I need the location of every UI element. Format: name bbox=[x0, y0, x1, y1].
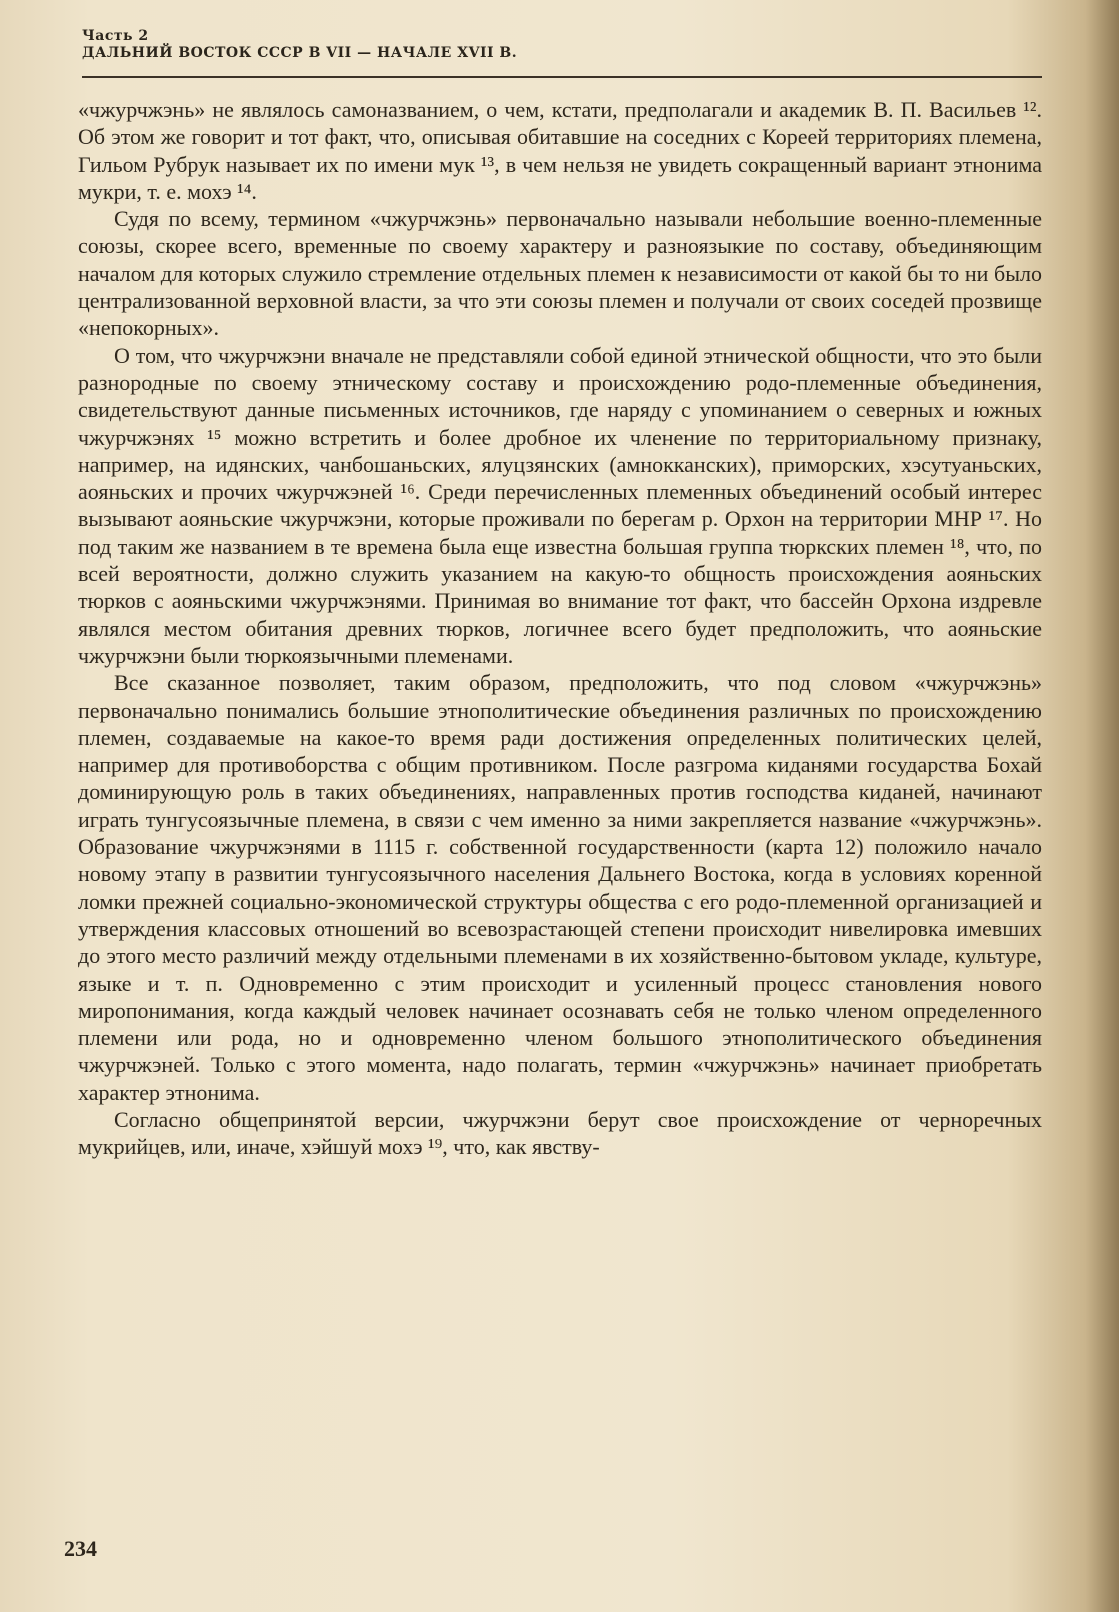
paragraph-4: Все сказанное позволяет, таким образом, предположить, что под словом «чжурчжэнь» первоначально понимались большие этнополитические объединения различных по происхождению племен, создаваемые на какое-то время ради достижения определенных политических целей, например для противоборства с общим противником. После разгрома киданями государства Бохай доминирующую роль в таких объединениях, направленных против господства киданей, начинают играть тунгусоязычные племена, в связи с чем именно за ними закрепляется название «чжурчжэнь». Образование чжурчжэнями в 1115 г. собственной государственности (карта 12) положило начало новому этапу в развитии тунгусоязычного населения Дальнего Востока, когда в условиях коренной ломки прежней социально-экономической структуры общества с его родо-племенной организацией и утверждения классовых отношений во всевозрастающей степени происходит нивелировка имевших до этого место различий между отдельными племенами в их хозяйственно-бытовом укладе, культуре, языке и т. п. Одновременно с этим происходит и усиленный процесс становления нового миропонимания, когда каждый человек начинает осознавать себя не только членом определенного племени или рода, но и одновременно членом большого этнополитического объединения чжурчжэней. Только с этого момента, надо полагать, термин «чжурчжэнь» начинает приобретать характер этнонима. bbox=[78, 670, 1042, 1105]
paragraph-5: Согласно общепринятой версии, чжурчжэни берут свое происхождение от черноречных мукрийцев, или, иначе, хэйшуй мохэ ¹⁹, что, как явству- bbox=[78, 1106, 1042, 1160]
page-number: 234 bbox=[64, 1536, 97, 1561]
running-head-title: ДАЛЬНИЙ ВОСТОК СССР В VII — НАЧАЛЕ XVII В. bbox=[82, 45, 518, 61]
body-text bbox=[78, 96, 1042, 1161]
running-head bbox=[82, 28, 1042, 62]
header-rule bbox=[82, 76, 1042, 78]
paragraph-1: «чжурчжэнь» не являлось самоназванием, о чем, кстати, предполагали и академик В. П. Васильев ¹². Об этом же говорит и тот факт, что, описывая обитавшие на соседних с Кореей территориях племена, Гильом Рубрук называет их по имени мук ¹³, в чем нельзя не увидеть сокращенный вариант этнонима мукри, т. е. мохэ ¹⁴. bbox=[78, 97, 1042, 204]
paragraph-3: О том, что чжурчжэни вначале не представляли собой единой этнической общности, что это были разнородные по своему этническому составу и происхождению родо-племенные объединения, свидетельствуют данные письменных источников, где наряду с упоминанием о северных и южных чжурчжэнях ¹⁵ можно встретить и более дробное их членение по территориальному признаку, например, на идянских, чанбошаньских, ялуцзянских (амнокканских), приморских, хэсутуаньских, аояньских и прочих чжурчжэней ¹⁶. Среди перечисленных племенных объединений особый интерес вызывают аояньские чжурчжэни, которые проживали по берегам р. Орхон на территории МНР ¹⁷. Но под таким же названием в те времена была еще известна большая группа тюркских племен ¹⁸, что, по всей вероятности, должно служить указанием на какую-то общность происхождения аояньских тюрков с аояньскими чжурчжэнями. Принимая во внимание тот факт, что бассейн Орхона издревле являлся местом обитания древних тюрков, логичнее всего будет предположить, что аояньские чжурчжэни были тюркоязычными племенами. bbox=[78, 342, 1042, 668]
paragraph-2: Судя по всему, термином «чжурчжэнь» первоначально называли небольшие военно-племенные союзы, скорее всего, временные по своему характеру и разноязыкие по составу, объединяющим началом для которых служило стремление отдельных племен к независимости от какой бы то ни было централизованной верховной власти, за что эти союзы племен и получали от своих соседей прозвище «непокорных». bbox=[78, 206, 1042, 341]
running-head-part: Часть 2 bbox=[82, 28, 149, 44]
